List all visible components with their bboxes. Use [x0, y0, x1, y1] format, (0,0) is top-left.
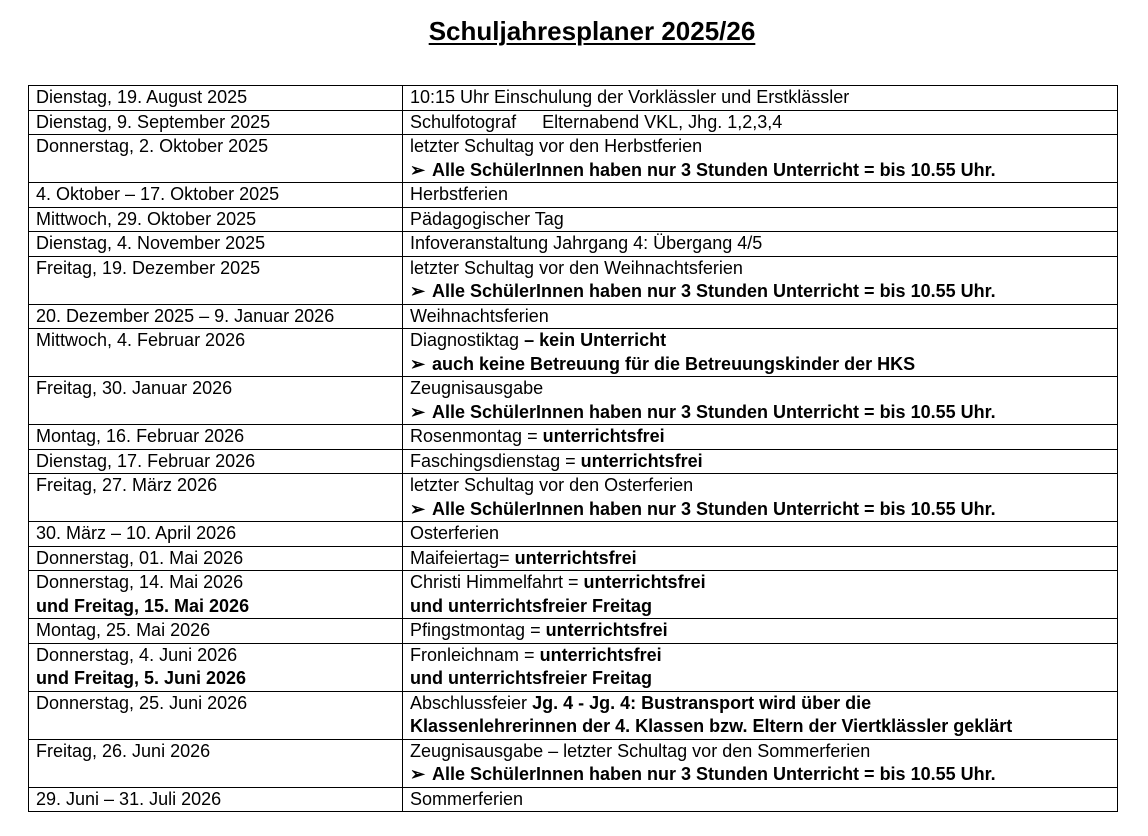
event-note: auch keine Betreuung für die Betreuungskinder der HKS — [432, 353, 916, 374]
event-cell — [403, 377, 1118, 425]
event-text-bold: unterrichtsfrei — [539, 644, 662, 665]
date-cell — [29, 86, 403, 111]
date-text: 30. März – 10. April 2026 — [36, 523, 237, 543]
table-row — [29, 377, 1118, 425]
table-row — [29, 522, 1118, 547]
date-cell — [29, 571, 403, 619]
date-text: 4. Oktober – 17. Oktober 2025 — [36, 184, 280, 204]
event-cell — [403, 787, 1118, 812]
arrow-bullet-icon: ➢ — [410, 401, 426, 422]
date-cell — [29, 546, 403, 571]
table-row — [29, 207, 1118, 232]
table-row — [29, 546, 1118, 571]
event-cell — [403, 691, 1118, 739]
event-cell — [403, 207, 1118, 232]
date-text: Mittwoch, 29. Oktober 2025 — [36, 208, 257, 229]
event-text: Pädagogischer Tag — [410, 208, 564, 229]
date-text: Mittwoch, 4. Februar 2026 — [36, 330, 246, 350]
event-text: Zeugnisausgabe — [410, 378, 544, 398]
date-cell — [29, 110, 403, 135]
date-cell — [29, 232, 403, 257]
event-text: letzter Schultag vor den Osterferien — [410, 475, 694, 495]
table-row — [29, 571, 1118, 619]
table-row — [29, 256, 1118, 304]
event-text: Infoveranstaltung Jahrgang 4: Übergang 4/5 — [410, 233, 763, 253]
date-text-secondary: und Freitag, 15. Mai 2026 — [36, 595, 250, 616]
event-cell — [403, 739, 1118, 787]
event-cell — [403, 329, 1118, 377]
date-text: Donnerstag, 14. Mai 2026 — [36, 572, 244, 592]
event-text: letzter Schultag vor den Weihnachtsferien — [410, 257, 743, 278]
event-text: Schulfotograf — [410, 111, 517, 132]
date-text: Freitag, 19. Dezember 2025 — [36, 257, 261, 278]
date-cell — [29, 691, 403, 739]
event-text: Faschingsdienstag = — [410, 450, 576, 471]
event-text: Abschlussfeier — [410, 692, 528, 713]
event-cell — [403, 546, 1118, 571]
event-text-bold: unterrichtsfrei — [514, 547, 637, 568]
event-cell — [403, 256, 1118, 304]
event-text: letzter Schultag vor den Herbstferien — [410, 136, 703, 156]
date-cell — [29, 522, 403, 547]
date-cell — [29, 739, 403, 787]
event-text: Maifeiertag= — [410, 547, 510, 568]
event-text-secondary: und unterrichtsfreier Freitag — [410, 668, 653, 688]
event-text: Pfingstmontag = — [410, 620, 541, 640]
event-text-bold: unterrichtsfrei — [583, 572, 706, 592]
event-note: Alle SchülerInnen haben nur 3 Stunden Unterricht = bis 10.55 Uhr. — [432, 498, 996, 519]
arrow-bullet-icon: ➢ — [410, 159, 426, 180]
date-text: Donnerstag, 25. Juni 2026 — [36, 692, 248, 713]
event-text-bold: unterrichtsfrei — [542, 426, 665, 446]
event-text: Sommerferien — [410, 788, 524, 809]
event-cell — [403, 183, 1118, 208]
event-cell — [403, 86, 1118, 111]
event-cell — [403, 643, 1118, 691]
event-note: Alle SchülerInnen haben nur 3 Stunden Unterricht = bis 10.55 Uhr. — [432, 764, 996, 784]
date-cell — [29, 183, 403, 208]
table-row — [29, 135, 1118, 183]
event-cell — [403, 425, 1118, 450]
event-cell — [403, 522, 1118, 547]
date-cell — [29, 135, 403, 183]
date-text: Montag, 25. Mai 2026 — [36, 620, 211, 640]
date-cell — [29, 787, 403, 812]
event-cell — [403, 571, 1118, 619]
date-text: Freitag, 30. Januar 2026 — [36, 378, 233, 398]
table-row — [29, 110, 1118, 135]
date-cell — [29, 474, 403, 522]
date-text: Dienstag, 9. September 2025 — [36, 111, 271, 132]
event-text-bold: – kein Unterricht — [524, 330, 667, 350]
table-row — [29, 474, 1118, 522]
table-row — [29, 787, 1118, 812]
date-cell — [29, 449, 403, 474]
date-cell — [29, 329, 403, 377]
date-cell — [29, 377, 403, 425]
event-text-bold: unterrichtsfrei — [580, 450, 703, 471]
table-row — [29, 643, 1118, 691]
event-cell — [403, 619, 1118, 644]
event-text: Weihnachtsferien — [410, 305, 549, 326]
event-cell — [403, 449, 1118, 474]
date-text: Dienstag, 17. Februar 2026 — [36, 450, 256, 471]
event-text: 10:15 Uhr Einschulung der Vorklässler und Erstklässler — [410, 87, 850, 107]
event-text-bold: Jg. 4 - Jg. 4: Bustransport wird über die — [532, 692, 872, 713]
table-row — [29, 619, 1118, 644]
event-note: Alle SchülerInnen haben nur 3 Stunden Unterricht = bis 10.55 Uhr. — [432, 159, 996, 180]
event-text: Osterferien — [410, 523, 500, 543]
date-text: Dienstag, 19. August 2025 — [36, 87, 248, 107]
date-cell — [29, 304, 403, 329]
arrow-bullet-icon: ➢ — [410, 498, 426, 519]
event-text: Herbstferien — [410, 184, 509, 204]
date-text: Montag, 16. Februar 2026 — [36, 426, 245, 446]
table-row — [29, 304, 1118, 329]
table-row — [29, 739, 1118, 787]
arrow-bullet-icon: ➢ — [410, 281, 426, 301]
event-cell — [403, 110, 1118, 135]
event-cell — [403, 304, 1118, 329]
date-text: Donnerstag, 2. Oktober 2025 — [36, 136, 269, 156]
arrow-bullet-icon: ➢ — [410, 764, 426, 784]
event-text: Rosenmontag = — [410, 426, 538, 446]
date-cell — [29, 643, 403, 691]
page-title: Schuljahresplaner 2025/26 — [428, 16, 756, 46]
arrow-bullet-icon: ➢ — [410, 353, 426, 374]
date-text: 20. Dezember 2025 – 9. Januar 2026 — [36, 305, 335, 326]
table-row — [29, 449, 1118, 474]
event-cell — [403, 474, 1118, 522]
date-text: Freitag, 26. Juni 2026 — [36, 740, 211, 761]
event-text: Fronleichnam = — [410, 644, 535, 665]
table-row — [29, 329, 1118, 377]
event-text-bold: unterrichtsfrei — [545, 620, 668, 640]
event-cell — [403, 232, 1118, 257]
event-text-secondary: und unterrichtsfreier Freitag — [410, 595, 653, 616]
event-note: Alle SchülerInnen haben nur 3 Stunden Unterricht = bis 10.55 Uhr. — [432, 401, 996, 422]
date-text: 29. Juni – 31. Juli 2026 — [36, 788, 222, 809]
table-row — [29, 691, 1118, 739]
event-text: Christi Himmelfahrt = — [410, 572, 579, 592]
table-row — [29, 232, 1118, 257]
table-row — [29, 86, 1118, 111]
event-note: Alle SchülerInnen haben nur 3 Stunden Unterricht = bis 10.55 Uhr. — [432, 281, 996, 301]
event-text: Diagnostiktag — [410, 330, 520, 350]
schedule-table — [28, 85, 1118, 812]
date-cell — [29, 256, 403, 304]
table-row — [29, 425, 1118, 450]
date-cell — [29, 425, 403, 450]
date-text-secondary: und Freitag, 5. Juni 2026 — [36, 668, 247, 688]
event-text-secondary: Elternabend VKL, Jhg. 1,2,3,4 — [542, 111, 783, 132]
date-cell — [29, 207, 403, 232]
event-text: Zeugnisausgabe – letzter Schultag vor den Sommerferien — [410, 740, 871, 761]
date-text: Donnerstag, 01. Mai 2026 — [36, 547, 244, 568]
date-text: Dienstag, 4. November 2025 — [36, 233, 266, 253]
date-text: Freitag, 27. März 2026 — [36, 475, 218, 495]
table-row — [29, 183, 1118, 208]
date-cell — [29, 619, 403, 644]
event-text-secondary: Klassenlehrerinnen der 4. Klassen bzw. Eltern der Viertklässler geklärt — [410, 716, 1013, 736]
date-text: Donnerstag, 4. Juni 2026 — [36, 644, 238, 665]
event-cell — [403, 135, 1118, 183]
